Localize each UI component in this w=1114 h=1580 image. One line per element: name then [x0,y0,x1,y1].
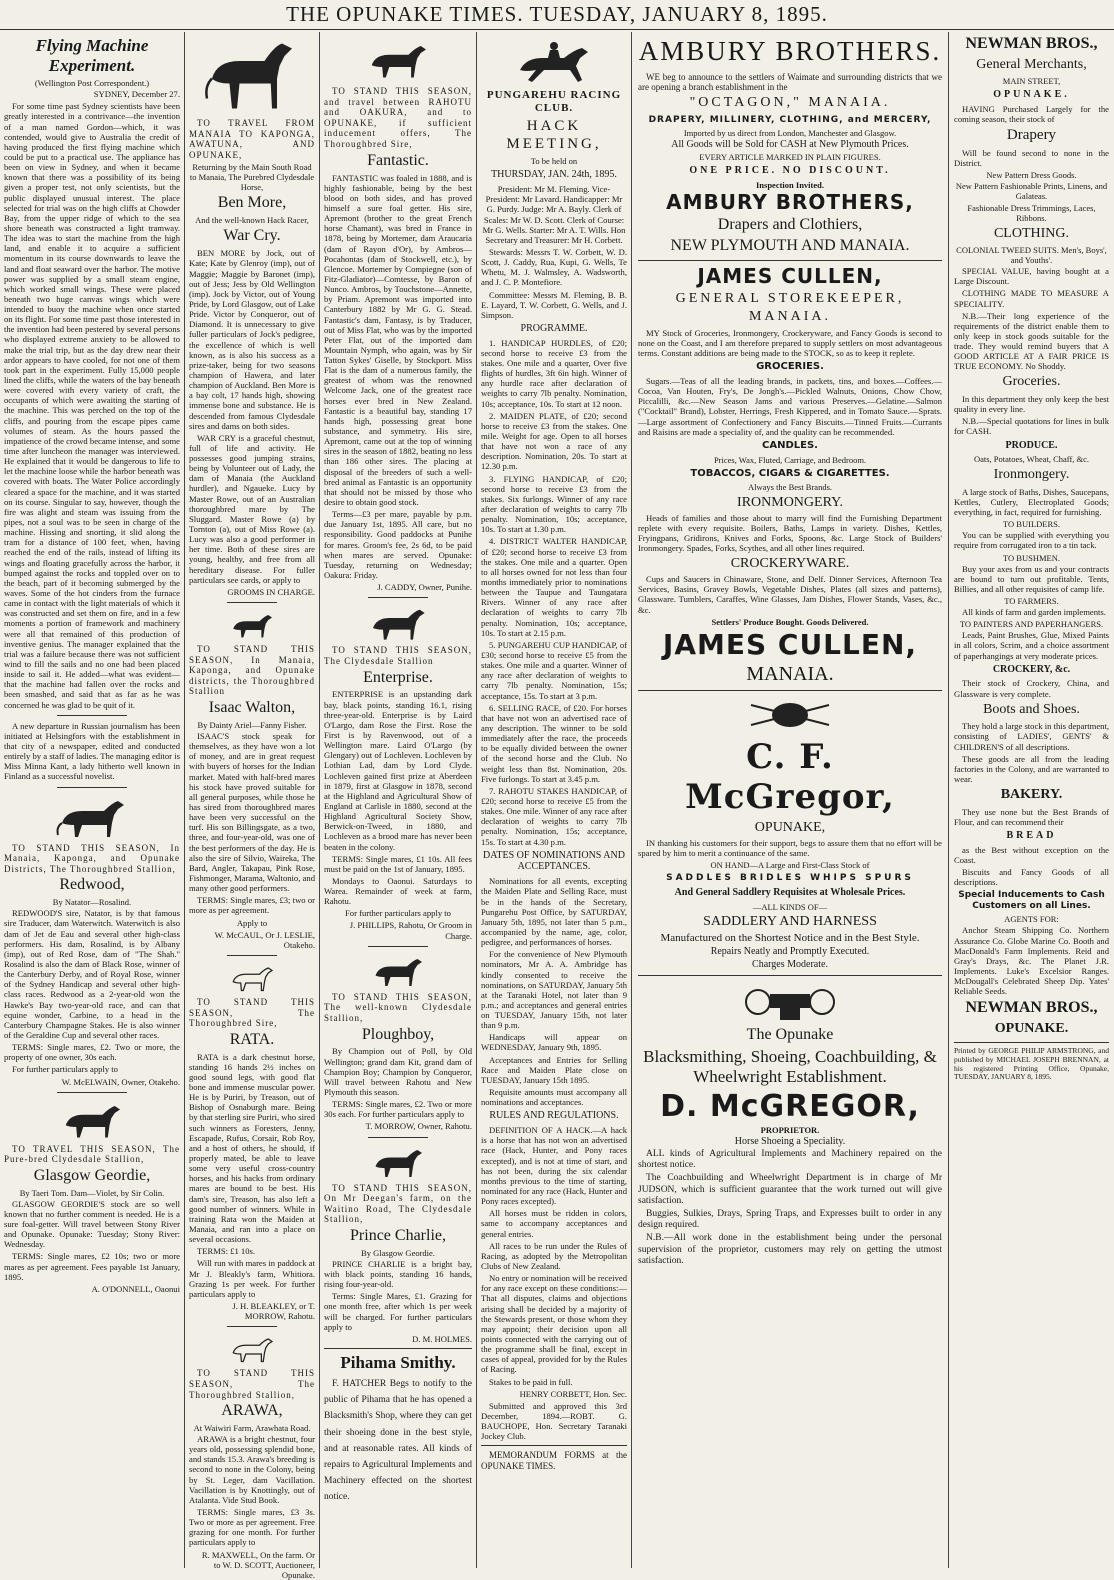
race-3: 3. FLYING HANDICAP, of £20; second horse to receive £3 from the stakes. Six furlongs. Winner of any race after declaration of weights to carry 7lb penalty. Nomination, 10s; acceptance, 10s. To start at 1.30 p.m. [481,473,627,535]
rata-body2: Will run with mares in paddock at Mr J. Bleakly's farm, Whitiora. Grazing 1s per week. For further particulars apply to [189,1258,315,1299]
meeting-title: HACK MEETING, [506,117,602,152]
ambury-title: AMBURY BROTHERS. [638,36,942,66]
rules-body-1: DEFINITION OF A HACK.—A hack is a horse that has not won an advertised race (Hack, Hunter, and Pony races excepted), and is not at time of start, and has not been, during the six calendar months previous to the time of starting, nominated for any race (Hack, Hunter and Pony races excepted). [481,1125,627,1207]
enterprise-travel: Mondays to Oaonui. Saturdays to Warea. Remainder of week at farm, Rahotu. [324,875,472,907]
geordie-owner: A. O'DONNELL, Oaonui [91,1283,180,1294]
benmore-and: And the well-known Hack Racer, [195,215,309,226]
horse-illustration [363,603,433,643]
dates-body-2: For the convenience of New Plymouth nominators, Mr A. A. Ambridge has kindly consented to receive the nominations, on SATURDAY, January 5th at the Taranaki Hotel, not later than 9 p.m.; and acceptances and general entries on TUESDAY, January 15th, not later than 9 p.m. [481,949,627,1031]
bakery-heading: BAKERY. [1000,787,1063,803]
newman-street: MAIN STREET, [1002,76,1061,87]
farmers-body: All kinds of farm and garden implements. [962,607,1106,618]
dmcgregor-speciality: Horse Shoeing a Speciality. [734,1136,846,1148]
fantastic-terms: Terms—£3 per mare, payable by p.m. due January 1st, 1895. All care, but no responsibility. Good paddocks at Punihe for mares. Groom's fee, 2s 6d, to be paid when mares are served. Opunake: Tuesday, returning on Wednesday; Oakura: Friday. [324,509,472,581]
newman-intro: HAVING Purchased Largely for the coming season, their stock of [954,104,1109,125]
ploughboy-owner: T. MORROW, Owner, Rahotu. [365,1121,472,1132]
cullen-place: MANAIA. [748,309,832,325]
boots-body-2: These goods are all from the leading factories in the Colony, and are warranted to wear. [954,753,1109,784]
tobaccos-body: Always the Best Brands. [747,482,833,493]
newman-title: NEWMAN BROS., [965,35,1098,52]
geordie-body: GLASGOW GEORDIE'S stock are so well known that no further comment is needed. He is a sure foal-getter. Will travel between Stony River and Opunake. Opunake: Tuesday; Stony River: Wednesday. [4,1198,180,1250]
arawa-owners: R. MAXWELL, On the farm. Or to W. D. SCOTT, Auctioneer, Opunake. [201,1549,315,1580]
painters-body: Leads, Paint Brushes, Glue, Mixed Paints in all colors, Scrim, and a choice assortment of paperhangings at very moderate prices. [954,630,1109,661]
rata-name: RATA. [229,1030,275,1048]
warcry-body: WAR CRY is a graceful chestnut, full of life and activity. He possesses good jumping strains, being by Volunteer out of Lady, the dam of Manaia (the Auckland hurdler), and Ngaueke. Lucy by Master Rowe, out of an Australian thoroughbred mare by The Sluggard. Master Rowe (a) by Tornton (a), out of Miss Rowe (a). Lucy was also a good performer in her time. Both of these sires are young, healthy, and free from all hereditary disease. For fuller particulars see cards, or apply to [189,432,315,585]
mcgregor-items: SADDLES BRIDLES WHIPS SPURS [666,873,914,884]
smithy-title: The Opunake [746,1025,834,1043]
benmore-name: Ben More, [217,194,287,212]
walton-heading: TO STAND THIS SEASON, In Manaia, Kaponga, and Opunake districts, the Thoroughbred Stallion [189,644,315,697]
redwood-owner: W. McELWAIN, Owner, Otakeho. [61,1076,180,1087]
cullen-sub: GENERAL STOREKEEPER, [675,290,905,306]
horse-illustration [52,793,132,841]
race-6: 6. SELLING RACE, of £20. For horses that have not won an advertised race of any description. The winner to be sold immediately after the race, the proceeds to be equally divided between the owner of the second horse and the Club. No weight less than 8st. Nomination, 20s. Five furlongs. To start at 3.45 p.m. [481,702,627,784]
ploughboy-terms: TERMS: Single mares, £2. Two or more 30s each. For further particulars apply to [324,1099,472,1120]
to-be-held: To be held on [530,156,578,167]
divider [368,946,427,947]
clothing-body: SPECIAL VALUE, having bought at a Large Discount. [954,266,1109,287]
clothing-sub: COLONIAL TWEED SUITS. Men's, Boys', and Youths'. [956,245,1107,266]
redwood-apply: For further particulars apply to [12,1064,118,1075]
rules-body-4: No entry or nomination will be received for any race except on these conditions:—That all disputes, claims and objections arising shall be decided by a majority of the Stewards present, or those whom they may appoint; their decision upon all points connected with the carrying out of the programme shall be final, except in cases of appeal, provided for by the Rules of Racing. [481,1273,627,1375]
horse-illustration [363,36,433,84]
farmers-heading: TO FARMERS. [1004,596,1059,607]
ploughboy-name: Ploughboy, [361,1025,435,1043]
horse-illustration [368,952,428,990]
divider [638,260,942,261]
redwood-body: REDWOOD'S sire, Natator, is by that famous sire Traducer, dam Waterwitch. Waterwitch is also dam of Jet de Eau and several other high-class performers. His dam, Rosalind, is by Albany (imp), out of Red Rose, dam of "The Shah." Rosalind is also the dam of Black Rose, winner of the Canterbury Derby, and of Royal Rose, winner of the Sydney Handicap and several other high-class races. Redwood as a 2-year-old won the Hawke's Bay two-year-old race, and can that equine wonder, Carbine, to a head in the Canterbury Champagne Stakes. He is also winner of the Geraldine Cup and several other races. [4,908,180,1040]
divider [638,690,942,691]
bread-heading: BREAD [1006,829,1057,841]
newman-footer-name: NEWMAN BROS., [965,999,1098,1017]
fantastic-heading: TO STAND THIS SEASON, and travel between RAHOTU and OAKURA, and to OPUNAKE, if sufficient inducement offers, The Thoroughbred Sire, [324,86,472,150]
club-name: PUNGAREHU RACING CLUB. [486,89,622,114]
divider [368,1137,427,1138]
mcgregor-harness: SADDLERY AND HARNESS [703,913,877,929]
drapers-clothiers: Drapers and Clothiers, [717,216,863,234]
candles-body: Prices, Wax, Fluted, Carriage, and Bedroom. [713,454,867,465]
boots-body: They hold a large stock in this department, consisting of LADIES', GENTS' & CHILDREN'S of all descriptions. [954,721,1109,752]
flying-machine-body: For some time past Sydney scientists have been greatly interested in a contrivance—the invention of a man named Gordon—which, it was contended, would give to Australia the credit of having produced the first flying machine which could be put to a practical use. The appliance has been on view in Sydney, and when it became known that there was a possibility of its being given a proper test, not only scientists, but the public displayed unusual interest. The place selected for trial was on the high cliffs at Chowder Bay, from the upper ridge of which to the sea shore beneath was constructed a light tramway. The idea was to start the machine from the high land, and enable it to acquire a sufficient momentum in its course downwards to leave the land and float seaward over the harbor. The motive power was supplied by a small steam engine, which worked small wings. These were placed beneath two huge canvas wings which were intended to buoy the machine when once started on its flight. For some time past those interested in the invention had been pestered by several persons who displayed extreme anxiety to be allowed to make the trial trip, but as the day drew near their ardor appears to have cooled, for not one of them took part in the experiment. Fully 15,000 people lined the cliffs, while the waters of the bay beneath were covered with every variety of craft, the occupants of which were awaiting the starting of the machine. This was perched on the top of the cliffs, and pouring from the escape pipes came volumes of steam. As the hours passed the impatience of the crowd became intense, and some time after luncheon the manager was interviewed. He explained that it would be dangerous to life to let the machine loose while the harbor beneath was covered with boats. The Water Police accordingly cleared a space for the machine, and it was started on its course. Singular to say, however, though the fire was alight and steam was issuing from the pipes, not a soul was to be seen in charge of the machine. Hissing and snorting, it slid along the tram for a distance of 100 feet, when, having reached the end of the rails, instead of lifting its wings and floating gracefully across the harbor, it bumped against the rocks and toppled over on to the beach, part of it becoming submerged by the waves. Some of the hot cinders from the furnace came in contact with the light materials of which it was constructed and set them on fire, and in a few moments a portion of framework and machinery were all that remained of this production of inventive genius. The manager explained that the trial was a failure because there was not sufficient wind to fill the sails and no one had been placed inside to sail it. He added—what was evident—that the machine had fallen over the rocks and been smashed, and said that as far as he was concerned he was glad to be quit of it. [4,101,180,710]
cullen-big: JAMES CULLEN, [662,627,918,661]
column-3 [320,32,476,1568]
geordie-heading: TO TRAVEL THIS SEASON, The Pure-bred Clydesdale Stallion, [4,1143,180,1165]
mcgregor-manufactured: Manufactured on the Shortest Notice and in the Best Style. [660,932,920,945]
walton-by: By Dainty Ariel—Fanny Fisher. [197,719,307,730]
divider [57,787,127,788]
horse-illustration [227,961,277,995]
divider [227,955,277,956]
enterprise-heading: TO STAND THIS SEASON, The Clydesdale Stallion [324,645,472,666]
redwood-terms: TERMS: Single mares, £2. Two or more, the property of one owner, 30s each. [4,1042,180,1063]
benmore-sub: Returning by the Main South Road to Manaia, The Purebred Clydesdale Horse, [189,162,315,193]
rules-body-3: All races to be run under the Rules of Racing, as adopted by the Metropolitan Clubs of New Zealand. [481,1240,627,1271]
enterprise-name: Enterprise. [363,668,433,686]
redwood-heading: TO STAND THIS SEASON, In Manaia, Kaponga, and Opunake Districts, The Thoroughbred Stallion, [4,842,180,874]
newman-sub: General Merchants, [976,56,1087,72]
imprint: Printed by GEORGE PHILIP ARMSTRONG, and published by MICHAEL JOSEPH BRENNAN, at his registered Printing Office, Opunake, TUESDAY, JANUARY 8, 1895. [954,1045,1109,1082]
groceries-heading-6: Groceries. [1002,374,1061,390]
benmore-groom: GROOMS IN CHARGE. [227,586,315,597]
racehorse-jockey-illustration [514,36,594,86]
plain-figures: EVERY ARTICLE MARKED IN PLAIN FIGURES. [699,152,881,163]
prince-charlie-heading: TO STAND THIS SEASON, On Mr Deegan's farm, on the Waitino Road, The Clydesdale Stallion, [324,1182,472,1225]
redwood-by: By Natator—Rosalind. [52,897,132,908]
ironmongery-heading: IRONMONGERY. [737,494,843,510]
newman-footer-town: OPUNAKE. [994,1021,1069,1037]
dmcgregor-name: D. McGREGOR, [660,1088,920,1124]
cullen-intro: MY Stock of Groceries, Ironmongery, Crockeryware, and Fancy Goods is second to none on the Coast, and I am therefore prepared to supply settlers on most advantageous terms. Constant additions are being made to the STOCK, so as to keep it replete. [638,327,942,359]
groceries-nb-6: N.B.—Special quotations for lines in bulk for CASH. [954,416,1109,437]
bakery-body: They use none but the Best Brands of Flour, and can recommend their [954,806,1109,827]
builders-body: You can be supplied with everything you require from corrugated iron to a tin tack. [954,530,1109,551]
arawa-terms: TERMS: Single mares, £3 3s. Two or more as per agreement. Free grazing for one month. For further particulars apply to [189,1506,315,1548]
race-5: 5. PUNGAREHU CUP HANDICAP, of £30; second horse to receive £5 from the stakes. One mile and a quarter. Winner of any race after declaration of weights to carry 7lb penalty. Nomination, 15s; acceptance, 15s. To start at 3 p.m. [481,639,627,701]
enterprise-owner: J. PHILLIPS, Rahotu, Or Groom in Charge. [349,920,472,941]
made-to-measure: CLOTHING MADE TO MEASURE A SPECIALITY. [954,288,1109,309]
walton-owners: W. McCAUL, Or J. LESLIE, Otakeho. [214,929,315,950]
benmore-body: BEN MORE by Jock, out of Kate; Kate by Glenroy (imp), out of Maggie; Maggie by Baronet (imp), out of Jess; Jess by Old Wellington (imp). Jock by Victor, out of Young Pride, by Lord Glasgow, out of Lake Pride. Victor by Conqueror, out of Diamond. It is unnecessary to give fuller particulars of Jock's pedigree, the excellence of which is well known, as is also his success as a prize-taker, being for two seasons champion of Hawera, and later champion of Auckland. Ben More is a bay colt, 17 hands high, showing immense bone and substance. He is descended from famous Clydesdale sires and dams on both sides. [189,248,315,431]
special-inducements: Special Inducements to Cash Customers on all Lines. [958,890,1105,911]
divider [227,602,277,603]
drapery-line: DRAPERY, MILLINERY, CLOTHING, and MERCERY, [648,114,932,125]
blacksmith-emblem-illustration [740,980,840,1024]
memorandum-forms: MEMORANDUM FORMS at the OPUNAKE TIMES. [481,1450,627,1471]
drapery-heading: Drapery [1006,127,1057,144]
smithy-trades: Blacksmithing, Shoeing, Coachbuilding, & Wheelwright Establishment. [643,1046,937,1086]
dmcgregor-body-3: Buggies, Sulkies, Drays, Spring Traps, and Expresses built to order in any design required. [638,1209,942,1231]
arawa-body: ARAWA is a bright chestnut, four years old, possessing splendid bone, and stands 15.3. Arawa's breeding is second to none in the Colony, being by St. Leger, dam Vacillation. Vacillation is by Knottingly, out of Atalanta. Vide Stud Book. [189,1434,315,1505]
crockery-body-6: Their stock of Crockery, China, and Glassware is very complete. [954,678,1109,699]
newman-town: OPUNAKE. [993,89,1070,101]
candles-heading: CANDLES. [762,439,818,451]
officials: President: Mr M. Fleming. Vice-President: Mr Lavard. Handicapper: Mr G. Purdy. Judge: Mr A. Bayly. Clerk of Scales: Mr W. D. Scott. Clerk of Course: Mr G. Wells. Starter: Mr A. T. Wills. Hon Secretary and Treasurer: Mr H. Corbett. [482,184,626,245]
dateline: SYDNEY, December 27. [93,89,180,100]
divider [57,1092,127,1093]
walton-body: ISAAC'S stock speak for themselves, as they have won a lot of money, and are in great request with buyers of horses for the Indian market. Mated with half-bred mares his stock have proved suitable for all general purposes, while those he has sired from thoroughbred mares have been very successful on the turf. His son Billingsgate, as a two, three, and four-year-old, was one of the best performers of the day. He is also the sire of Silvio, Waireka, The Bard, Angler, Takapau, Pink Rose, Fishmonger, Marama, Waltonio, and many other good performers. [189,730,315,894]
dmcgregor-body-2: The Coachbuilding and Wheelwright Department is in charge of Mr JUDSON, which is sufficient guarantee that the work turned out will give satisfaction. [638,1173,942,1206]
fantastic-body: FANTASTIC was foaled in 1888, and is highly fashionable, being by the best blood on both sides, and has proved himself a sure foal getter. His sire, Apremont (brother to the great French horse Chamant), was bred in France in 1878, being by Mortemer, dam Araucaria (dam of Rayon d'Or), by Ambros—Pocahontas (dam of Stockwell, etc.), by Glencoe. Mortemer by Compiegne (son of Fitz-Gladiator)—Comtesse, by Baron of Nunco. Ambros, by Touchstone—Annette, by Priam. Apremont was imported into Canterbury 1882 by Mr G. G. Stead. Fantastic's dam, Fantasy, is by Traducer, out of Miss Flat, who was by the imported Peter Flat, out of the imported dam Mountain Nymph, who again, was by Sir Tatton Sykes' Giselle, by Stockport. Miss Flat is the dam of a numerous family, the greatest of whom was the renowned Welcome Jack, one of the greatest race horses ever bred in New Zealand. Fantastic is a beautiful bay, standing 17 hands high, possessing great bone substance, and symmetry. His sire, Apremont, came out at the top of winning sires in the season of 1882, beating no less than 186 other sires. The placing at disposal of the breeders of such a well-bred animal as Fantastic is an opportunity that should not be missed by those who desire to obtain good stock. [324,172,472,508]
imported: Imported by us direct from London, Manchester and Glasgow. [683,128,897,139]
ironmongery-body: Heads of families and those about to marry will find the Furnishing Department replete with every requisite. Boilers, Baths, Lamps in variety. Dishes, Kettles, Fryingpans, Gridirons, Knives and Forks, Spoons, &c. Large Stock of Builders' Ironmongery. Spades, Forks, Scythes, and all other lines required. [638,513,942,554]
geordie-terms: TERMS: Single mares, £2 10s; two or more mares as per agreement. Fees payable 1st January, 1895. [4,1251,180,1282]
mcgregor-title: C. F. McGregor, [685,737,895,818]
arawa-at: At Waiwiri Farm, Arawhata Road. [193,1422,311,1433]
column-4 [477,32,631,1568]
enterprise-body: ENTERPRISE is an upstanding dark bay, black points, standing 16.1, rising three-year-old. Enterprise is by Laird O'Largo, dam Rose the First. Rose the First is by Ravenwood, out of a Wellington mare. Laird O'Largo (by Glengary) out of Lochleven. Lochleven by Lothian Lad, dam by Lord Clyde. Lochleven gained first prize at Aberdeen in 1879, first at Glasgow in 1878, second at the Highland and Agricultural Show of England at Carlisle in 1880, second at the Highland Agricultural Society Show, Berwick-on-Tweed, in 1880, and Lochleven as a brood mare has never been beaten in the colony. [324,689,472,852]
walton-apply: Apply to [236,917,268,928]
mcgregor-charges: Charges Moderate. [752,959,828,971]
settlers-produce: Settlers' Produce Bought. Goods Delivered. [711,616,869,627]
mcgregor-all-kinds: —ALL KINDS OF— [752,901,828,912]
walton-name: Isaac Walton, [208,699,296,717]
agents-heading: AGENTS FOR: [1004,914,1059,925]
cullen-big-place: MANAIA. [746,662,834,685]
rules-body-2: All horses must be ridden in colors, same to accompany acceptances and general entries. [481,1208,627,1239]
flying-machine-title: Flying Machine Experiment. [35,36,149,76]
produce-body: Oats, Potatoes, Wheat, Chaff, &c. [973,454,1090,465]
ironmongery-heading-6: Ironmongery. [993,467,1070,483]
pihama-smithy-body: F. HATCHER Begs to notify to the public of Pihama that he has opened a Blacksmith's Shop, where they can get their shoeing done in the best style, and at reasonable rates. All kinds of repairs to Agricultural Implements and Machinery effected on the shortest notice. [324,1379,472,1503]
programme-heading: PROGRAMME. [520,322,588,334]
newman-nb: N.B.—Their long experience of the requirements of the district enable them to only keep in stock goods suitable for the trade. They would remind buyers that A GOOD ARTICLE AT A FAIR PRICE IS TRUE ECONOMY. No Shoddy. [954,310,1109,372]
committee: Committee: Messrs M. Fleming, B. B. E. Layard, T. W. Corbett, G. Wells, and J. Simpson. [481,289,627,320]
race-2: 2. MAIDEN PLATE, of £20; second horse to receive £3 from the stakes. One mile. Weight for age. Open to all horses that have not won a race of any description. Nomination, 20s. To start at 12.30 p.m. [481,410,627,472]
walton-terms: TERMS: Single mares, £3; two or more as per agreement. [189,895,315,916]
boots-heading: Boots and Shoes. [983,701,1080,717]
divider [638,975,942,976]
race-4: 4. DISTRICT WALTER HANDICAP, of £20; second horse to receive £3 from the stakes. One mile and a quarter. Open to all horses owned for not less than four months immediately prior to nominations between the Taupue and Taungatara Rivers. Winner of any race after declaration of weights to carry 7lb penalty. Nomination, 10s; acceptance, 10s. To start at 2.15 p.m. [481,536,627,638]
mcgregor-repairs: Repairs Neatly and Promptly Executed. [710,946,870,958]
ploughboy-heading: TO STAND THIS SEASON, The well-known Clydesdale Stallion, [324,991,472,1023]
horse-illustration [202,36,302,116]
column-2 [185,32,319,1580]
prince-charlie-by: By Glasgow Geordie. [361,1247,435,1258]
prince-charlie-owner: D. M. HOLMES. [412,1333,472,1344]
redwood-name: Redwood, [59,876,125,894]
rata-body: RATA is a dark chestnut horse, standing 16 hands 2½ inches on good sound legs, with good flat bone and immense muscular power. He is by Puriri, by Treason, out of Bishop of Osnaburgh mare. Being by that sterling sire Puriri, who sired such winners as Foresters, Jenny, Escapade, Rufus, Corsair, Rob Roy, and a host of others, he should, if properly mated, be able to leave some very useful cross-country horses, and his hacks from ordinary mares are bound to be best. His dam's sire, Treason, has also left a good number of winners. While in training Rata won the Maiden at Manaia, and ran into a place on several occasions. [189,1051,315,1245]
divider [57,715,127,716]
groceries-body: Sugars.—Teas of all the leading brands, in packets, tins, and boxes.—Coffees.—Cocoa, Van Houten, Fry's, De Jongh's.—Pickled Walnuts, Onions, Chow Chow, Piccalilli, &c.—New Season Jams and various Preserves.—Gelatine.—Salmon ("Cocktail" Brand), Lobster, Herrings, Fresh Kippered, and in Tomato Sauce.—Sprats.—Large assortment of Confectionery and Fancy Biscuits.—Tinned Fruits.—Currants and Raisins are made a speciality of, and the quality can be recommended. [638,376,942,437]
prince-charlie-terms: Terms: Single Mares, £1. Grazing for one month free, after which 1s per week will be charged. For further particulars apply to [324,1291,472,1332]
horse-illustration [57,1098,127,1142]
fantastic-name: Fantastic. [367,151,429,169]
fantastic-owner: J. CADDY, Owner, Punihe. [377,582,472,593]
russian-journal-body: A new departure in Russian journalism has been initiated at Helsingfors with the establishment in that city of a newspaper, edited and conducted entirely by a staff of ladies. The managing editor is Miss Minna Kant, a lady hitherto well known in Finland as a successful novelist. [4,720,180,782]
horse-illustration [368,1143,428,1181]
drapery-line-3: Fashionable Dress Trimmings, Laces, Ribbons. [967,202,1096,223]
horse-illustration [227,608,277,642]
arawa-name: ARAWA, [221,1402,283,1420]
rules-heading: RULES AND REGULATIONS. [489,1110,619,1122]
column-1 [0,32,184,1568]
masthead: THE OPUNAKE TIMES. TUESDAY, JANUARY 8, 1895. [0,0,1114,30]
race-7: 7. RAHOTU STAKES HANDICAP, of £20; second horse to receive £5 from the stakes. One mile. Winner of any race after declaration of weights to carry 7lb penalty. Nomination, 15s; acceptance, 15s. To start at 4.30 p.m. [481,785,627,847]
mcgregor-intro: IN thanking his customers for their support, begs to assure them that no effort will be spared by him to merit a continuance of the same. [638,838,942,859]
enterprise-apply: For further particulars apply to [345,908,451,919]
crockery-heading: CROCKERYWARE. [730,555,850,571]
np-and-manaia: NEW PLYMOUTH AND MANAIA. [670,237,910,255]
warcry-name: War Cry. [223,227,281,245]
tobaccos-heading: TOBACCOS, CIGARS & CIGARETTES. [690,467,890,479]
crockery-heading-6: CROCKERY, &c. [992,663,1071,675]
dates-body-5: Requisite amounts must accompany all nominations and acceptances. [481,1087,627,1108]
dates-body-1: Nominations for all events, excepting the Maiden Plate and Selling Race, must be in the hands of the Secretary, Pungarehu Post Office, by SATURDAY, January 5th, 1895, not later than 5 p.m., accompanied by the name, age, color, pedigree, and performances of horses. [481,876,627,948]
meeting-date: THURSDAY, JAN. 24th, 1895. [491,169,617,181]
benmore-heading: TO TRAVEL FROM MANAIA TO KAPONGA, AWATUNA, AND OPUNAKE, [189,118,315,160]
dmcgregor-nb: N.B.—All work done in the establishment being under the personal supervision of the proprietor, customers may rely on getting the utmost satisfaction. [638,1233,942,1266]
saddle-emblem-illustration [745,695,835,735]
rules-body-5: Stakes to be paid in full. [489,1376,573,1387]
column-6 [949,32,1114,1568]
divider [954,1042,1109,1043]
dates-body-3: Handicaps will appear on WEDNESDAY, January 9th, 1895. [481,1032,627,1053]
stewards: Stewards: Messrs T. W. Corbett, W. D. Scott, J. Caddy, Rua, Kupi, G. Wells, Te Whetu, M. J. Walmsley, A. Wadsworth, and J. C. P. Montefiore. [481,246,627,288]
ploughboy-body: By Champion out of Poll, by Old Wellington; grand dam Kit, grand dam of Champion Boy; Champion by Conqueror, Will travel between Rahotu and New Plymouth this season. [324,1046,472,1098]
groceries-body-6: In this department they only keep the best quality in every line. [954,394,1109,415]
produce-heading: PRODUCE. [1005,439,1058,451]
dates-body-4: Acceptances and Entries for Selling Race and Maiden Plate close on TUESDAY, January 15th 1895. [481,1054,627,1085]
horse-illustration [227,1332,277,1366]
divider [324,1348,472,1349]
crockery-body: Cups and Saucers in Chinaware, Stone, and Delf. Dinner Services, Afternoon Tea Services, Basins, Gravey Bowls, Vegetable Dishes, Plates (all sizes and patterns), Glassware. Tumblers, Caraffes, Wine Glasses, Jam Dishes, Flower Stands, Vases, &c., &c. [638,574,942,615]
rules-secretary: HENRY CORBETT, Hon. Sec. [519,1388,627,1399]
pihama-smithy-title: Pihama Smithy. [340,1353,456,1373]
bushmen-heading: TO BUSHMEN. [1003,552,1060,563]
race-1: 1. HANDICAP HURDLES, of £20; second horse to receive £3 from the stakes. One mile and a quarter, Over five flights of hurdles, 3ft 6in high. Winner of any hurdle race after declaration of weights to carry 7lb penalty. Nomination, 10s; acceptance, 10s. To start at 12 noon. [481,337,627,409]
enterprise-terms: TERMS: Single mares, £1 10s. All fees must be paid on the 1st of January, 1895. [324,853,472,874]
clothing-heading: CLOTHING. [993,225,1070,241]
groceries-heading: GROCERIES. [756,361,824,373]
drapery-line-2: New Pattern Fashionable Prints, Linens, and Galateas. [955,181,1108,202]
prince-charlie-body: PRINCE CHARLIE is a bright bay, with black points, standing 16 hands, rising four-year-old. [324,1258,472,1290]
dmcgregor-body-1: ALL kinds of Agricultural Implements and Machinery repaired on the shortest notice. [638,1149,942,1171]
cash-terms: All Goods will be Sold for CASH at New Plymouth Prices. [671,139,909,151]
geordie-name: Glasgow Geordie, [33,1166,151,1184]
divider [227,1326,277,1327]
prince-charlie-name: Prince Charlie, [350,1227,446,1245]
mcgregor-place: OPUNAKE, [754,819,826,835]
drapery-body: Will be found second to none in the District. [954,148,1109,169]
mcgregor-general: And General Saddlery Requisites at Wholesale Prices. [674,886,906,898]
one-price: ONE PRICE. NO DISCOUNT. [689,165,891,177]
rules-submitted: Submitted and approved this 3rd December, 1894.—ROBT. G. BAUCHOPE, Hon. Secretary Taranaki Jockey Club. [481,1400,627,1442]
painters-heading: TO PAINTERS AND PAPERHANGERS. [959,619,1104,630]
divider [481,1445,627,1446]
octagon-manaia: "OCTAGON," MANAIA. [689,95,891,111]
ambury-brothers-2: AMBURY BROTHERS, [666,189,914,214]
rata-owners: J. H. BLEAKLEY, or T. MORROW, Rahotu. [232,1301,315,1322]
inspection-invited: Inspection Invited. [755,179,824,190]
dates-heading: DATES OF NOMINATIONS AND ACCEPTANCES. [483,849,625,873]
bushmen-body: Buy your axes from us and your contracts are bound to turn out profitable. Tents, Billies, and all other requisites of camp life. [954,563,1109,594]
biscuits: Biscuits and Fancy Goods of all descriptions. [954,866,1109,888]
rata-terms: TERMS: £1 10s. [197,1246,256,1257]
dmcgregor-proprietor: PROPRIETOR. [760,1125,820,1136]
mcgregor-onhand: ON HAND—A Large and First-Class Stock of [710,860,870,871]
geordie-by: By Taeri Tom. Dam—Violet, by Sir Colin. [19,1187,165,1198]
rata-heading: TO STAND THIS SEASON, The Thoroughbred Sire, [189,996,315,1029]
ironmongery-body-6: A large stock of Baths, Dishes, Saucepans, Kettles, Cutlery, Electroplated Goods; everything, in fact, required for furnishing. [954,486,1109,518]
bread-body: as the Best without exception on the Coast. [954,844,1109,865]
builders-heading: TO BUILDERS. [1003,519,1060,530]
divider [368,597,427,598]
arawa-heading: TO STAND THIS SEASON, The Thoroughbred Stallion, [189,1368,315,1400]
ambury-intro: WE beg to announce to the settlers of Waimate and surrounding districts that we are opening a branch establishment in the [638,71,942,93]
drapery-line-1: New Pattern Dress Goods. [986,170,1077,181]
cullen-title: JAMES CULLEN, [697,264,883,289]
byline: (Wellington Post Correspondent.) [34,78,150,89]
column-5 [632,32,948,1568]
agents-list: Anchor Steam Shipping Co. Northern Assurance Co. Globe Marine Co. Booth and MacDonald's Farm Implements. Reid and Gray's Drays, &c. The Planet J.R. Implements. Luke's Excelsior Ranges. McDougall's Celebrated Sheep Dip. Yates' Reliable Seeds. [954,925,1109,997]
